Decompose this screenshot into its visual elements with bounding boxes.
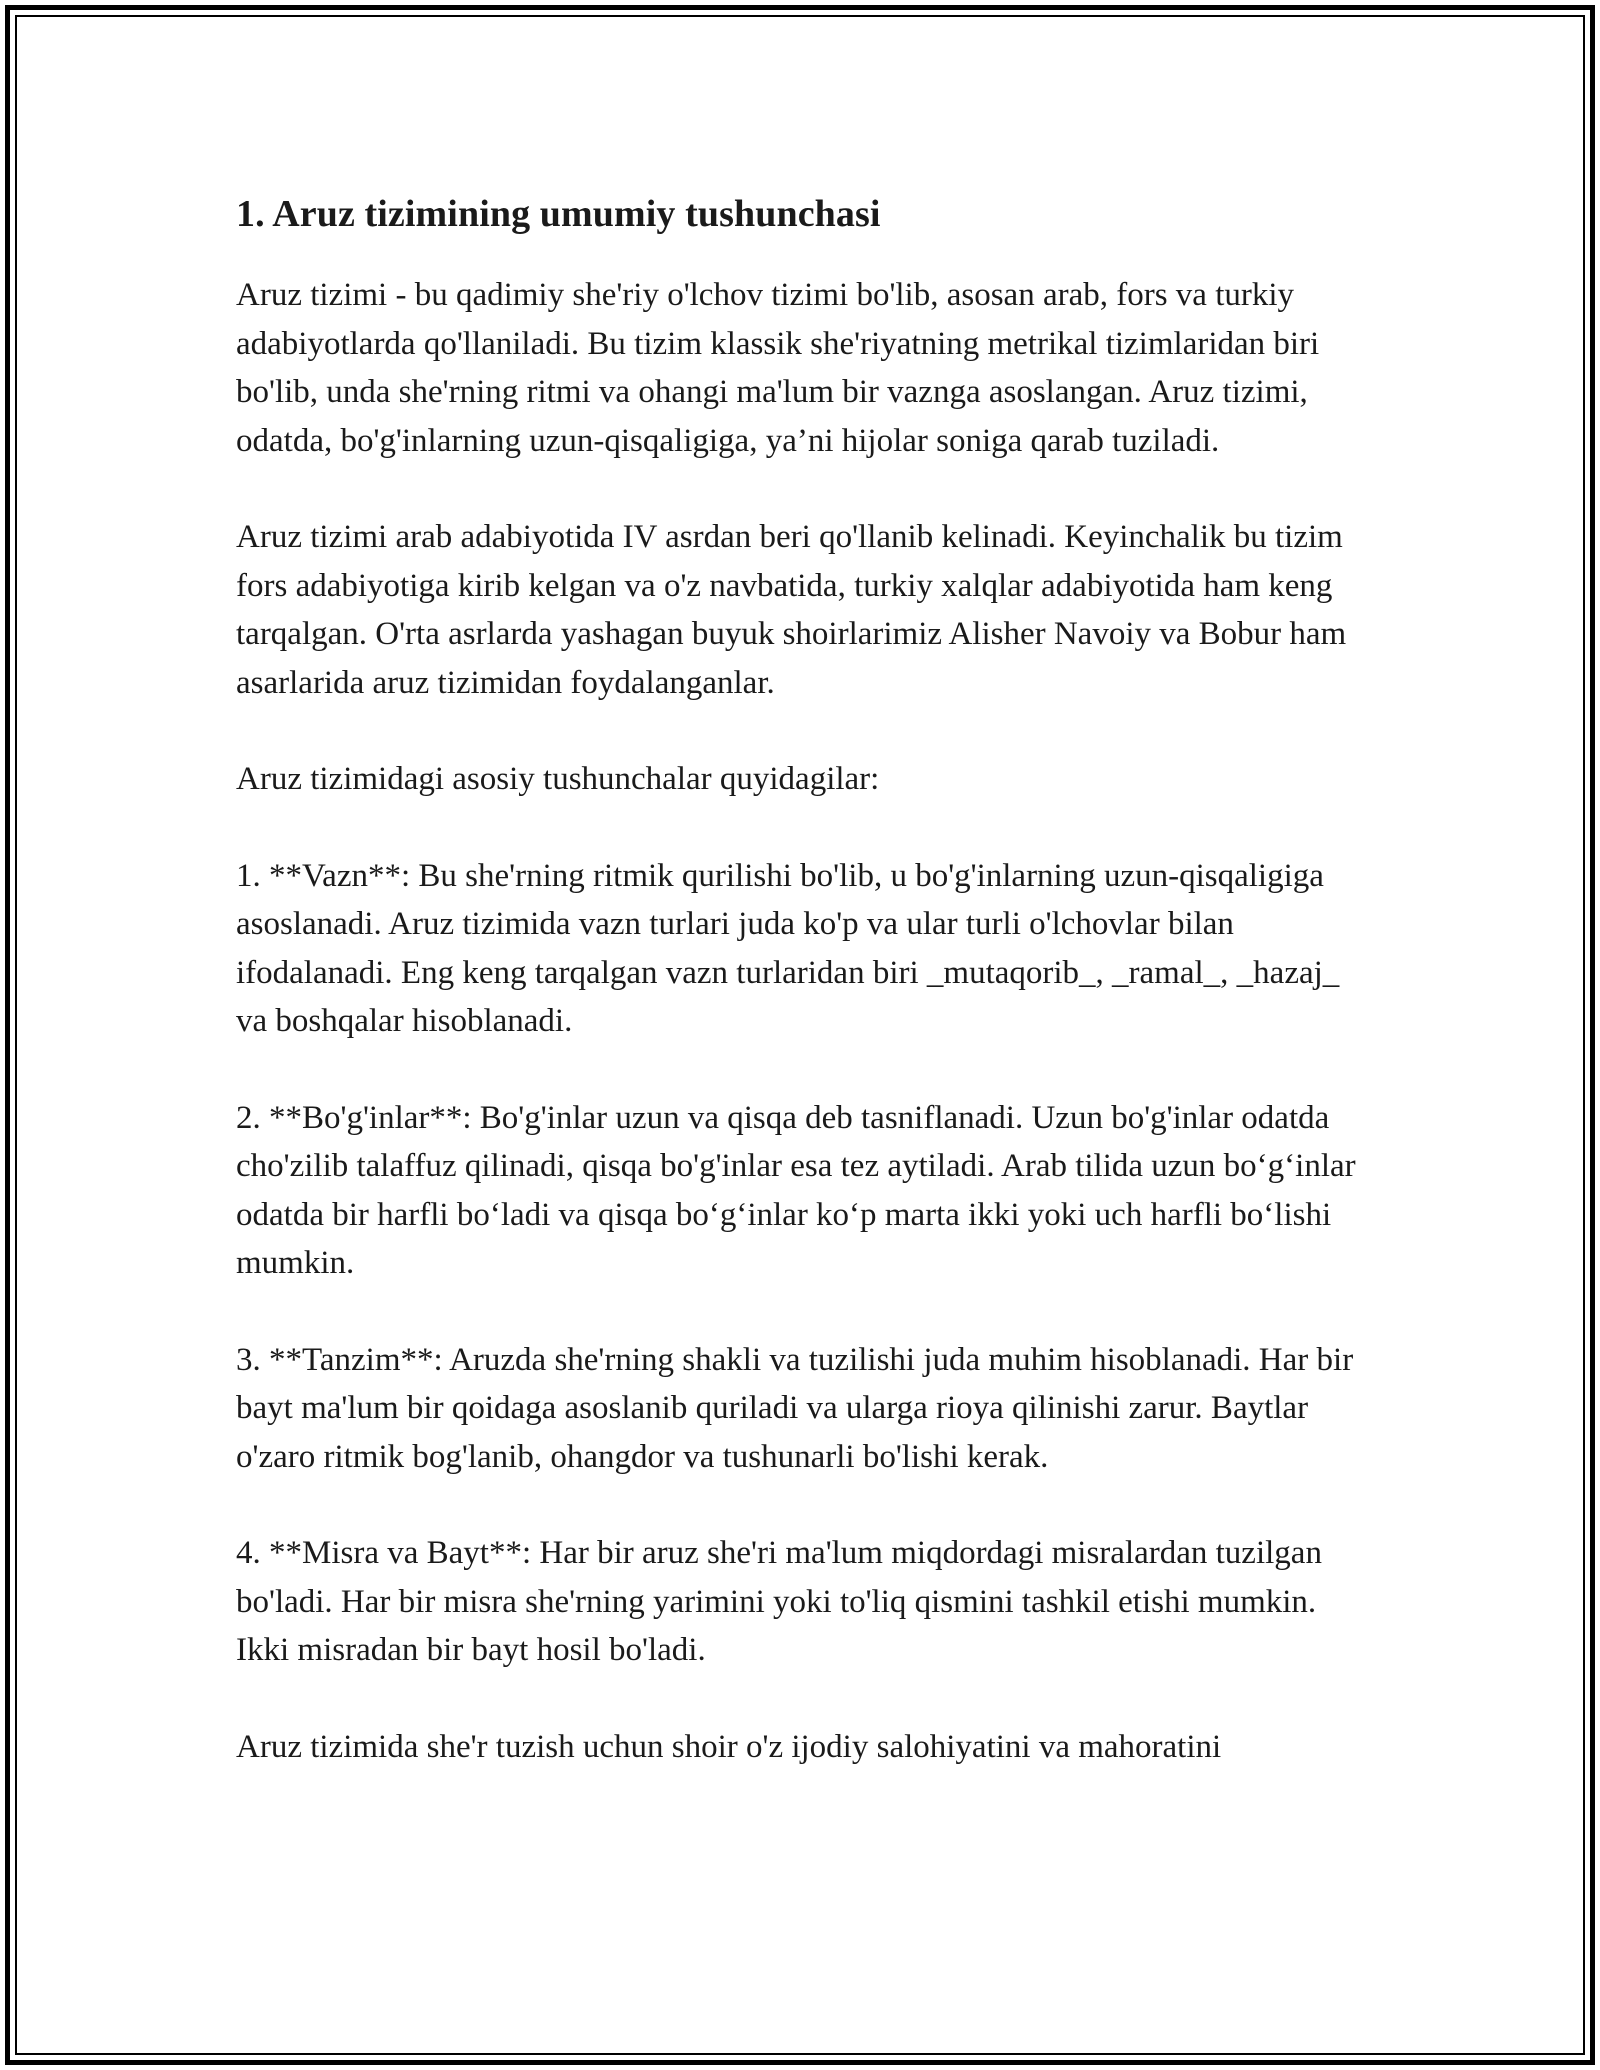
paragraph-intro: Aruz tizimi - bu qadimiy she'riy o'lchov tizimi bo'lib, asosan arab, fors va turkiy adabiyotlarda qo'llaniladi. Bu tizim klassik she'riyatning metrikal tizimlaridan biri bo'lib, unda she'rning ritmi va ohangi ma'lum bir vaznga asoslangan. Aruz tizimi, odatda, bo'g'inlarning uzun-qisqaligiga, ya’ni hijolar soniga qarab tuziladi.	[236, 277, 1320, 459]
paragraph-concepts-lead: Aruz tizimidagi asosiy tushunchalar quyidagilar:	[236, 761, 880, 797]
document-title: 1. Aruz tizimining umumiy tushunchasi	[236, 193, 881, 235]
list-item-tanzim: 3. **Tanzim**: Aruzda she'rning shakli va tuzilishi juda muhim hisoblanadi. Har bir bayt ma'lum bir qoidaga asoslanib quriladi va ularga rioya qilinishi zarur. Baytlar o'zaro ritmik bog'lanib, ohangdor va tushunarli bo'lishi kerak.	[236, 1341, 1354, 1475]
document-body	[236, 188, 1366, 1771]
paragraph-history: Aruz tizimi arab adabiyotida IV asrdan beri qo'llanib kelinadi. Keyinchalik bu tizim fors adabiyotiga kirib kelgan va o'z navbatida, turkiy xalqlar adabiyotida ham keng tarqalgan. O'rta asrlarda yashagan buyuk shoirlarimiz Alisher Navoiy va Bobur ham asarlarida aruz tizimidan foydalanganlar.	[236, 519, 1347, 701]
list-item-boginlar: 2. **Bo'g'inlar**: Bo'g'inlar uzun va qisqa deb tasniflanadi. Uzun bo'g'inlar odatda cho'zilib talaffuz qilinadi, qisqa bo'g'inlar esa tez aytiladi. Arab tilida uzun bo‘g‘inlar odatda bir harfli bo‘ladi va qisqa bo‘g‘inlar ko‘p marta ikki yoki uch harfli bo‘lishi mumkin.	[236, 1099, 1356, 1281]
paragraph-closing: Aruz tizimida she'r tuzish uchun shoir o'z ijodiy salohiyatini va mahoratini	[236, 1728, 1222, 1765]
list-item-misra-va-bayt: 4. **Misra va Bayt**: Har bir aruz she'ri ma'lum miqdordagi misralardan tuzilgan bo'ladi. Har bir misra she'rning yarimini yoki to'liq qismini tashkil etishi mumkin. Ikki misradan bir bayt hosil bo'ladi.	[236, 1535, 1322, 1668]
list-item-vazn: 1. **Vazn**: Bu she'rning ritmik qurilishi bo'lib, u bo'g'inlarning uzun-qisqaligiga asoslanadi. Aruz tizimida vazn turlari juda ko'p va ular turli o'lchovlar bilan ifodalanadi. Eng keng tarqalgan vazn turlaridan biri _mutaqorib_, _ramal_, _hazaj_ va boshqalar hisoblanadi.	[236, 857, 1340, 1039]
